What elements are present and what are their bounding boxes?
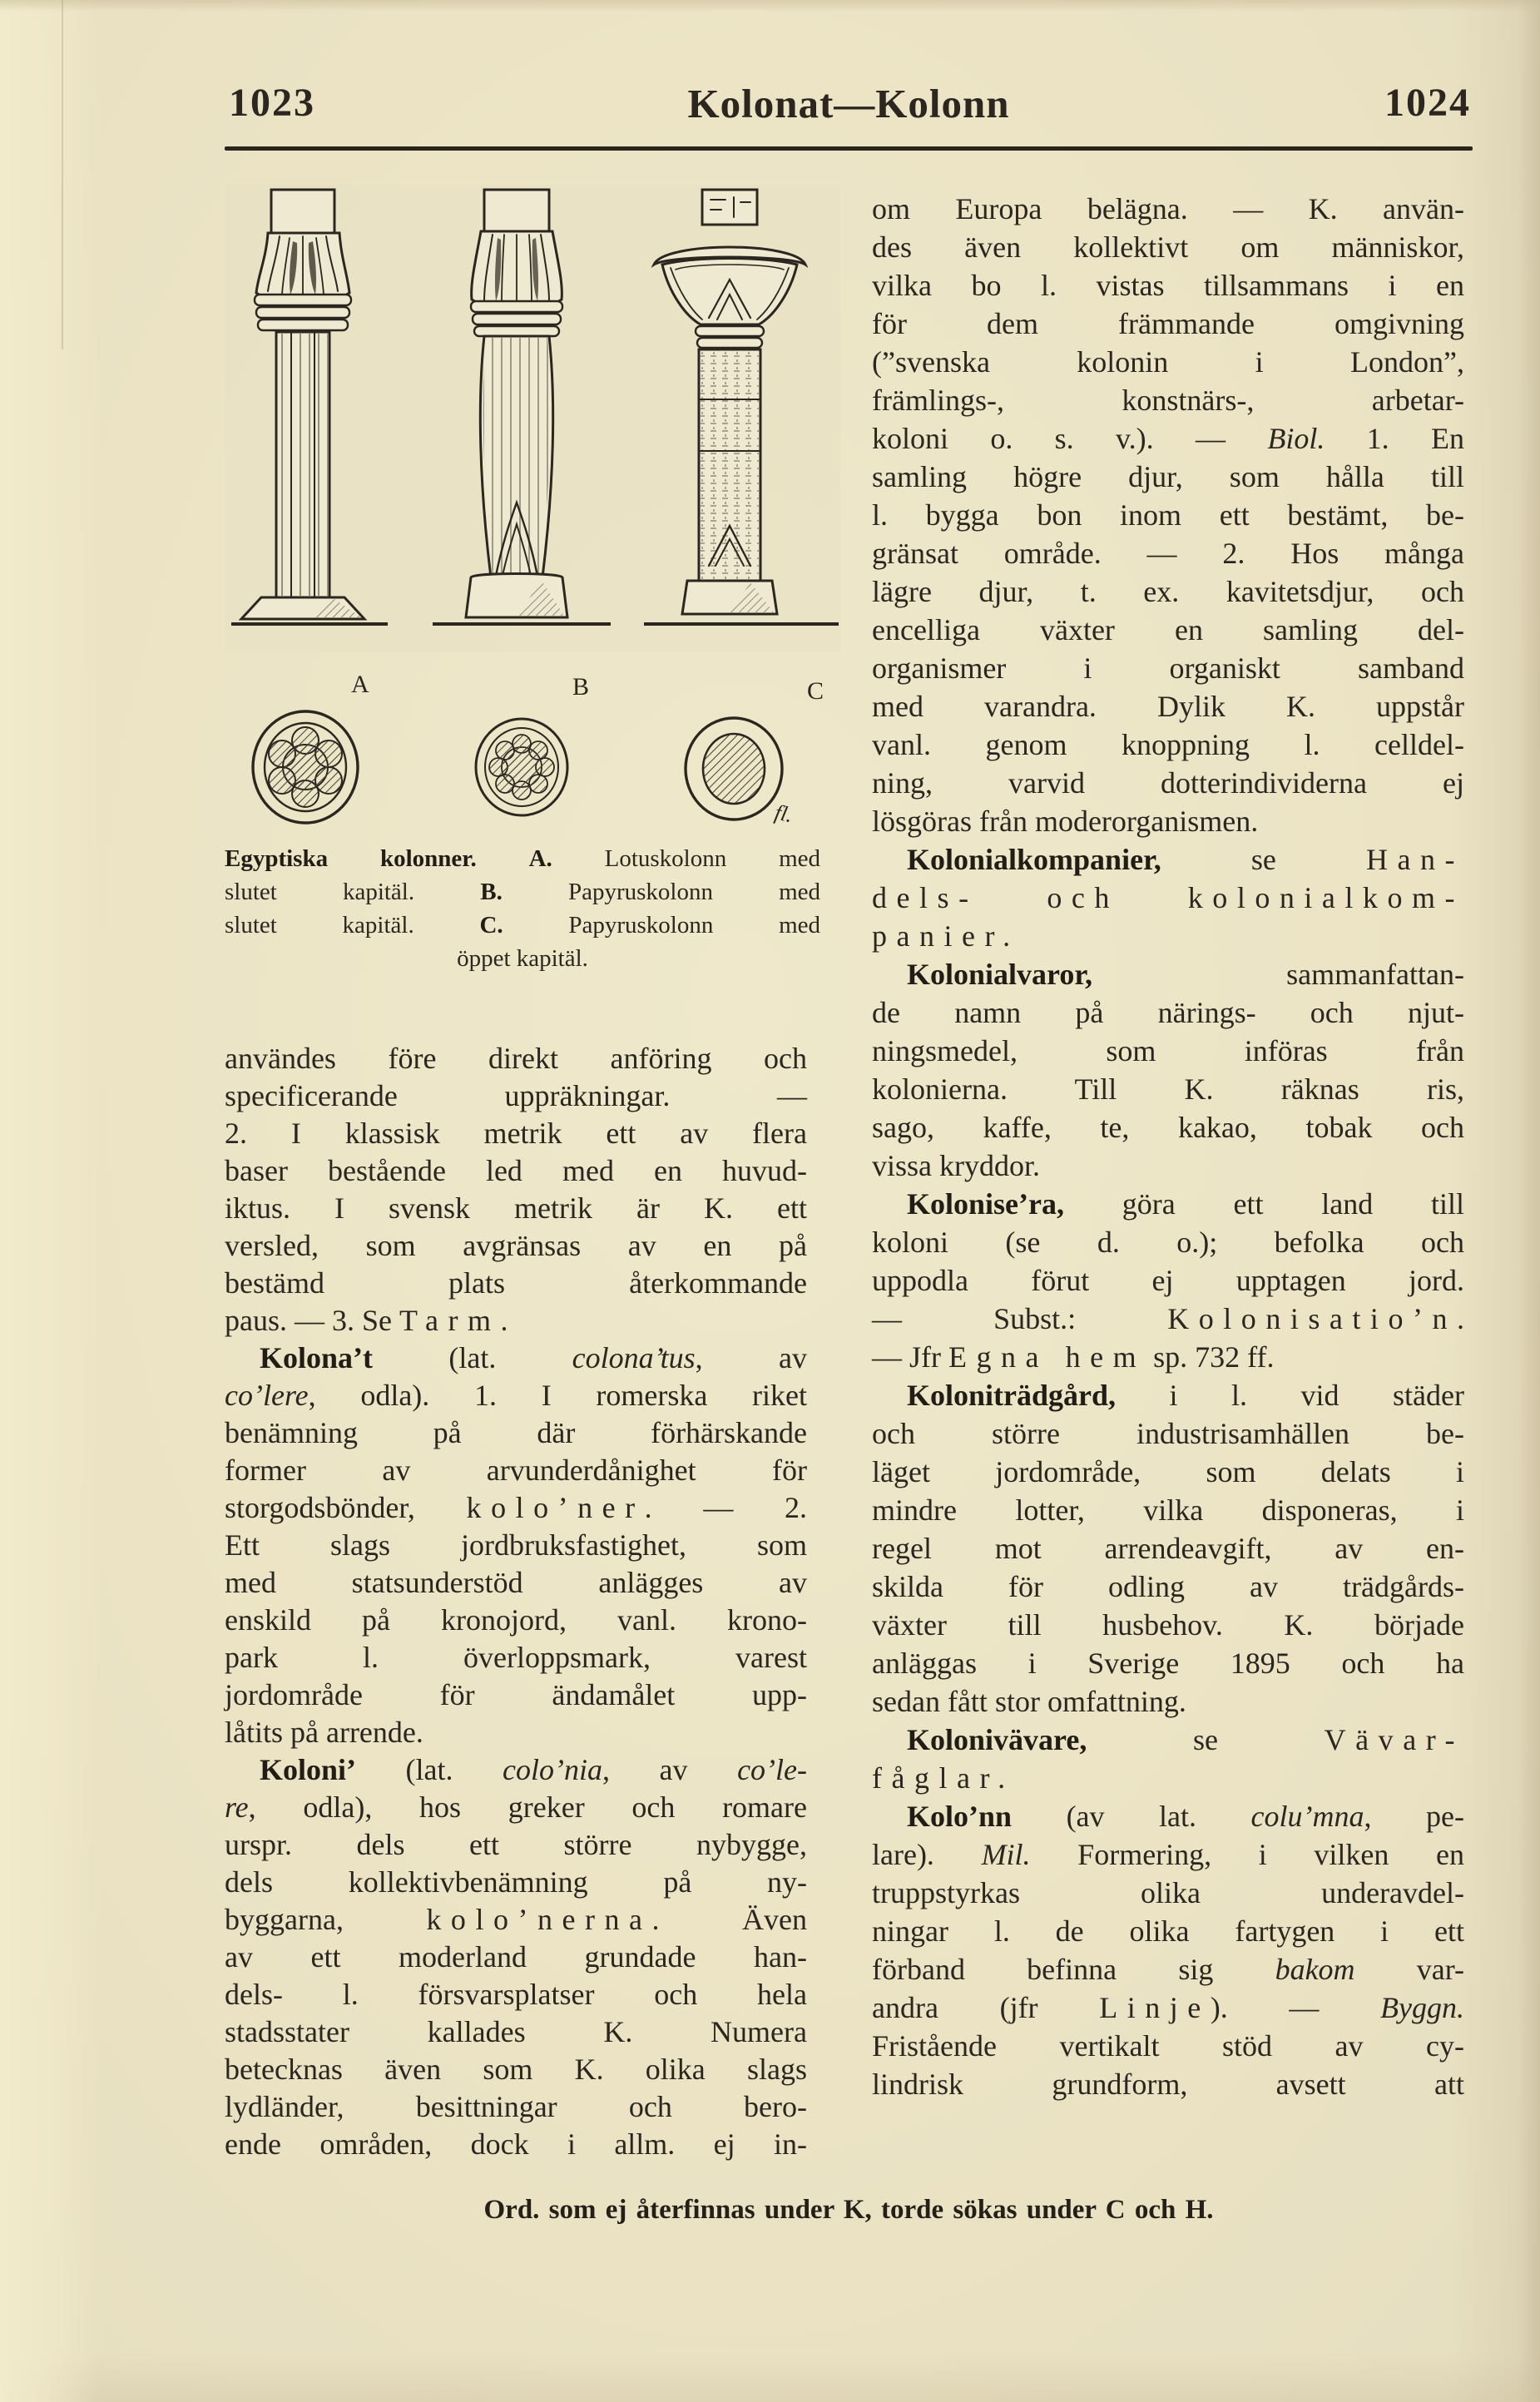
page-header	[225, 80, 1473, 138]
text-line: iktus. I svensk metrik är K. ett	[225, 1191, 807, 1225]
text-line: Kolona’t (lat. colona’tus, av	[260, 1341, 807, 1374]
text-line: kolonierna. Till K. räknas ris,	[872, 1072, 1464, 1106]
text-line: sedan fått stor omfattning.	[872, 1685, 1186, 1718]
text-line: urspr. dels ett större nybygge,	[225, 1828, 807, 1861]
text-line: ningar l. de olika fartygen i ett	[872, 1914, 1464, 1948]
cross-section-C	[686, 718, 795, 827]
text-line: bestämd plats återkommande	[225, 1266, 807, 1300]
text-line: (”svenska kolonin i London”,	[872, 345, 1464, 379]
text-line: Kolonialkompanier, se Han-	[907, 843, 1464, 876]
text-line: — Subst.: Kolonisatio’n.	[872, 1302, 1464, 1335]
text-column-right	[872, 190, 1464, 2103]
text-line: paus. — 3. Se Tarm.	[225, 1304, 508, 1337]
text-line: enskild på kronojord, vanl. krono-	[225, 1603, 807, 1637]
text-line: lägre djur, t. ex. kavitetsdjur, och	[872, 575, 1464, 608]
text-line: park l. överloppsmark, varest	[225, 1641, 807, 1674]
text-line: baser bestående led med en huvud-	[225, 1154, 807, 1187]
text-line: versled, som avgränsas av en på	[225, 1229, 807, 1262]
text-line: encelliga växter en samling del-	[872, 613, 1464, 646]
text-line: koloni (se d. o.); befolka och	[872, 1226, 1464, 1259]
text-line: vissa kryddor.	[872, 1149, 1040, 1182]
page-number-right: 1024	[1384, 81, 1471, 125]
text-line: och större industrisamhällen be-	[872, 1417, 1464, 1450]
text-line: ningsmedel, som införas från	[872, 1034, 1464, 1067]
text-line: lindrisk grundform, avsett att	[872, 2068, 1464, 2101]
text-line: andra (jfr Linje). — Byggn.	[872, 1991, 1464, 2024]
text-line: l. bygga bon inom ett bestämt, be-	[872, 498, 1464, 532]
text-line: av ett moderland grundade han-	[225, 1940, 807, 1974]
text-line: fåglar.	[872, 1761, 1015, 1795]
text-line: anläggas i Sverige 1895 och ha	[872, 1647, 1464, 1680]
egyptian-columns-figure	[225, 185, 840, 842]
text-line: Fristående vertikalt stöd av cy-	[872, 2029, 1464, 2063]
text-line: lydländer, besittningar och bero-	[225, 2090, 807, 2123]
text-line: Kolo’nn (av lat. colu’mna, pe-	[907, 1800, 1464, 1833]
text-line: vilka bo l. vistas tillsammans i en	[872, 269, 1464, 302]
text-line: Egyptiska kolonner. A. Lotuskolonn med	[225, 845, 820, 872]
text-line: dels- och kolonialkom-	[872, 881, 1464, 914]
engraver-signature: fl.	[772, 800, 795, 828]
text-line: ende områden, dock i allm. ej in-	[225, 2127, 807, 2161]
text-line: uppodla förut ej upptagen jord.	[872, 1264, 1464, 1297]
text-line: förband befinna sig bakom var-	[872, 1953, 1464, 1986]
text-line: des även kollektivt om människor,	[872, 230, 1464, 264]
text-line: mindre lotter, vilka disponeras, i	[872, 1493, 1464, 1527]
text-line: vanl. genom knoppning l. celldel-	[872, 728, 1464, 761]
text-line: sago, kaffe, te, kakao, tobak och	[872, 1111, 1464, 1144]
text-line: co’lere, odla). 1. I romerska riket	[225, 1379, 807, 1412]
text-line: regel mot arrendeavgift, av en-	[872, 1532, 1464, 1565]
figure-label-b: B	[572, 673, 590, 701]
figure-label-a: A	[351, 671, 369, 698]
text-line: användes före direkt anföring och	[225, 1042, 807, 1075]
text-line: Kolonivävare, se Vävar-	[907, 1723, 1464, 1756]
header-rule	[225, 146, 1473, 151]
text-line: 2. I klassisk metrik ett av flera	[225, 1117, 807, 1150]
text-line: truppstyrkas olika underavdel-	[872, 1876, 1464, 1909]
text-line: slutet kapitäl. B. Papyruskolonn med	[225, 879, 820, 905]
text-line: koloni o. s. v.). — Biol. 1. En	[872, 422, 1464, 455]
text-line: läget jordområde, som delats i	[872, 1455, 1464, 1488]
footer-note: Ord. som ej återfinnas under K, torde sökas under C och H.	[483, 2195, 1214, 2225]
running-title: Kolonat—Kolonn	[687, 81, 1010, 126]
cross-section-B	[476, 719, 567, 815]
text-line: Koloniträdgård, i l. vid städer	[907, 1379, 1464, 1412]
text-line: dels- l. försvarsplatser och hela	[225, 1978, 807, 2011]
text-line: panier.	[872, 919, 1020, 953]
text-line: om Europa belägna. — K. använ-	[872, 192, 1464, 225]
text-line: med varandra. Dylik K. uppstår	[872, 690, 1464, 723]
text-line: gränsat område. — 2. Hos många	[872, 537, 1464, 570]
text-line: Ett slags jordbruksfastighet, som	[225, 1528, 807, 1562]
text-line: öppet kapitäl.	[457, 945, 588, 972]
text-line: former av arvunderdånighet för	[225, 1454, 807, 1487]
text-column-left	[225, 1040, 807, 2163]
cross-section-A	[253, 711, 358, 823]
text-line: organismer i organiskt samband	[872, 651, 1464, 685]
text-line: samling högre djur, som hålla till	[872, 460, 1464, 493]
text-line: jordområde för ändamålet upp-	[225, 1678, 807, 1711]
text-line: benämning på där förhärskande	[225, 1416, 807, 1449]
figure-caption	[225, 842, 820, 975]
page-edge-line	[62, 0, 63, 349]
text-line: skilda för odling av trädgårds-	[872, 1570, 1464, 1603]
text-line: de namn på närings- och njut-	[872, 996, 1464, 1029]
page-number-left: 1023	[229, 81, 315, 125]
text-line: låtits på arrende.	[225, 1716, 423, 1749]
text-line: betecknas även som K. olika slags	[225, 2053, 807, 2086]
text-line: dels kollektivbenämning på ny-	[225, 1865, 807, 1899]
text-line: byggarna, kolo’nerna. Även	[225, 1903, 807, 1936]
text-line: stadsstater kallades K. Numera	[225, 2015, 807, 2048]
text-line: slutet kapitäl. C. Papyruskolonn med	[225, 912, 820, 939]
text-line: växter till husbehov. K. började	[872, 1608, 1464, 1642]
text-line: lare). Mil. Formering, i vilken en	[872, 1838, 1464, 1871]
text-line: ning, varvid dotterindividerna ej	[872, 766, 1464, 800]
text-line: re, odla), hos greker och romare	[225, 1790, 807, 1824]
figure-label-c: C	[807, 677, 824, 705]
text-line: specificerande uppräkningar. —	[225, 1079, 807, 1112]
text-line: storgodsbönder, kolo’ner. — 2.	[225, 1491, 807, 1524]
text-line: Kolonise’ra, göra ett land till	[907, 1187, 1464, 1221]
text-line: Koloni’ (lat. colo’nia, av co’le-	[260, 1753, 807, 1786]
text-line: — Jfr Egna hem sp. 732 ff.	[872, 1340, 1275, 1374]
text-line: med statsunderstöd anlägges av	[225, 1566, 807, 1599]
text-line: lösgöras från moderorganismen.	[872, 805, 1259, 838]
text-line: för dem främmande omgivning	[872, 307, 1464, 340]
text-line: Kolonialvaror, sammanfattan-	[907, 958, 1464, 991]
text-line: främlings-, konstnärs-, arbetar-	[872, 384, 1464, 417]
